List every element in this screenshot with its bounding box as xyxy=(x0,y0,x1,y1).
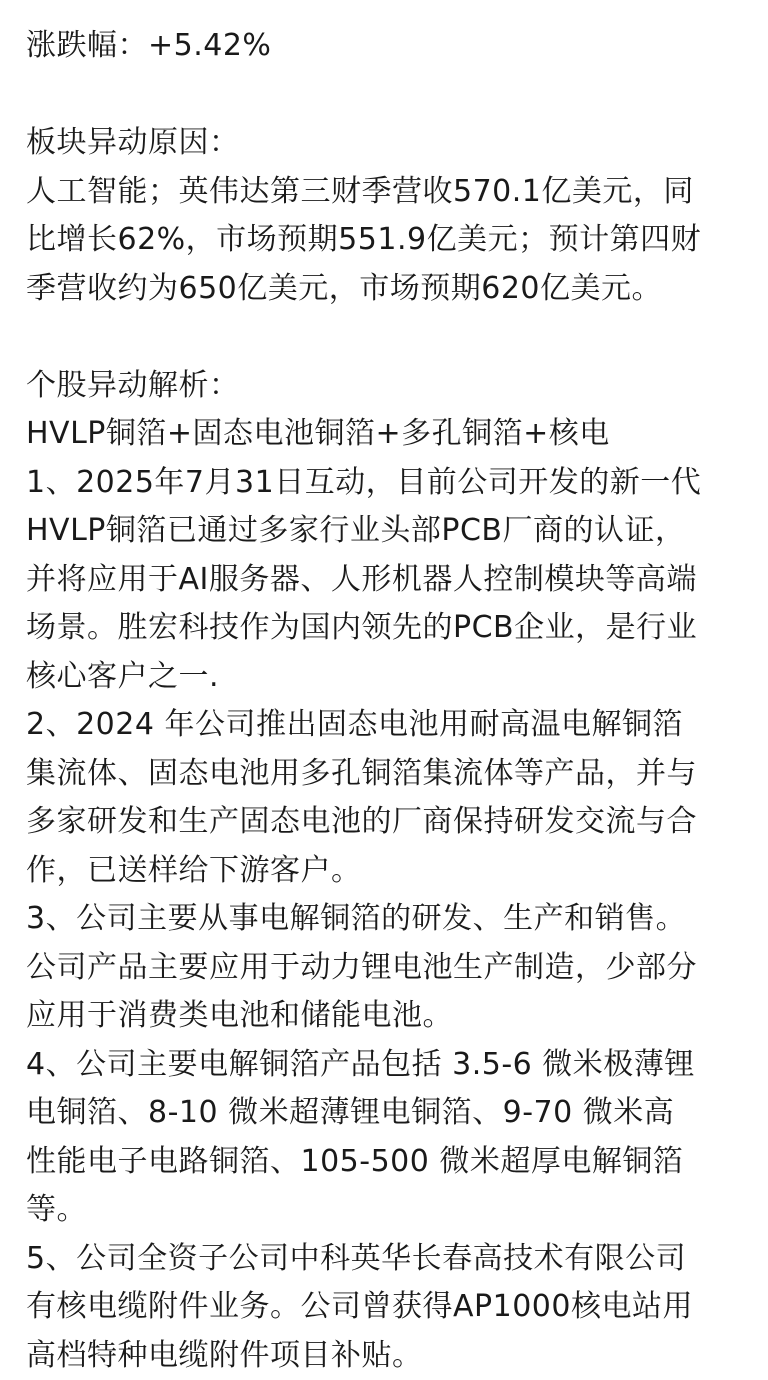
stock-analysis-line: 公司产品主要应用于动力锂电池生产制造，少部分 xyxy=(26,944,742,993)
stock-analysis-line: 核心客户之一. xyxy=(26,653,742,702)
stock-analysis-line: 高档特种电缆附件项目补贴。 xyxy=(26,1332,742,1380)
stock-tags: HVLP铜箔+固态电池铜箔+多孔铜箔+核电 xyxy=(26,410,742,459)
stock-analysis-line: 等。 xyxy=(26,1186,742,1235)
stock-analysis-line: 电铜箔、8-10 微米超薄锂电铜箔、9-70 微米高 xyxy=(26,1089,742,1138)
sector-reason-line: 比增长62%，市场预期551.9亿美元；预计第四财 xyxy=(26,216,742,265)
stock-analysis-line: 性能电子电路铜箔、105-500 微米超厚电解铜箔 xyxy=(26,1138,742,1187)
sector-reason-line: 季营收约为650亿美元，市场预期620亿美元。 xyxy=(26,265,742,314)
stock-analysis-line: 有核电缆附件业务。公司曾获得AP1000核电站用 xyxy=(26,1283,742,1332)
stock-heading: 个股异动解析： xyxy=(26,362,742,411)
stock-analysis-line: 应用于消费类电池和储能电池。 xyxy=(26,992,742,1041)
stock-analysis-line: 多家研发和生产固态电池的厂商保持研发交流与合 xyxy=(26,798,742,847)
spacer xyxy=(26,71,742,120)
price-change-line: 涨跌幅：+5.42% xyxy=(26,22,742,71)
stock-analysis-line: 1、2025年7月31日互动，目前公司开发的新一代 xyxy=(26,459,742,508)
stock-analysis-line: 5、公司全资子公司中科英华长春高技术有限公司 xyxy=(26,1235,742,1284)
stock-analysis-line: 2、2024 年公司推出固态电池用耐高温电解铜箔 xyxy=(26,701,742,750)
stock-analysis-line: 并将应用于AI服务器、人形机器人控制模块等高端 xyxy=(26,556,742,605)
stock-analysis-line: 集流体、固态电池用多孔铜箔集流体等产品，并与 xyxy=(26,750,742,799)
stock-analysis-line: 作，已送样给下游客户。 xyxy=(26,847,742,896)
sector-reason-line: 人工智能；英伟达第三财季营收570.1亿美元，同 xyxy=(26,168,742,217)
spacer xyxy=(26,313,742,362)
stock-analysis-line: HVLP铜箔已通过多家行业头部PCB厂商的认证， xyxy=(26,507,742,556)
stock-analysis-line: 场景。胜宏科技作为国内领先的PCB企业，是行业 xyxy=(26,604,742,653)
stock-analysis-line: 4、公司主要电解铜箔产品包括 3.5-6 微米极薄锂 xyxy=(26,1041,742,1090)
stock-analysis-line: 3、公司主要从事电解铜箔的研发、生产和销售。 xyxy=(26,895,742,944)
sector-heading: 板块异动原因： xyxy=(26,119,742,168)
